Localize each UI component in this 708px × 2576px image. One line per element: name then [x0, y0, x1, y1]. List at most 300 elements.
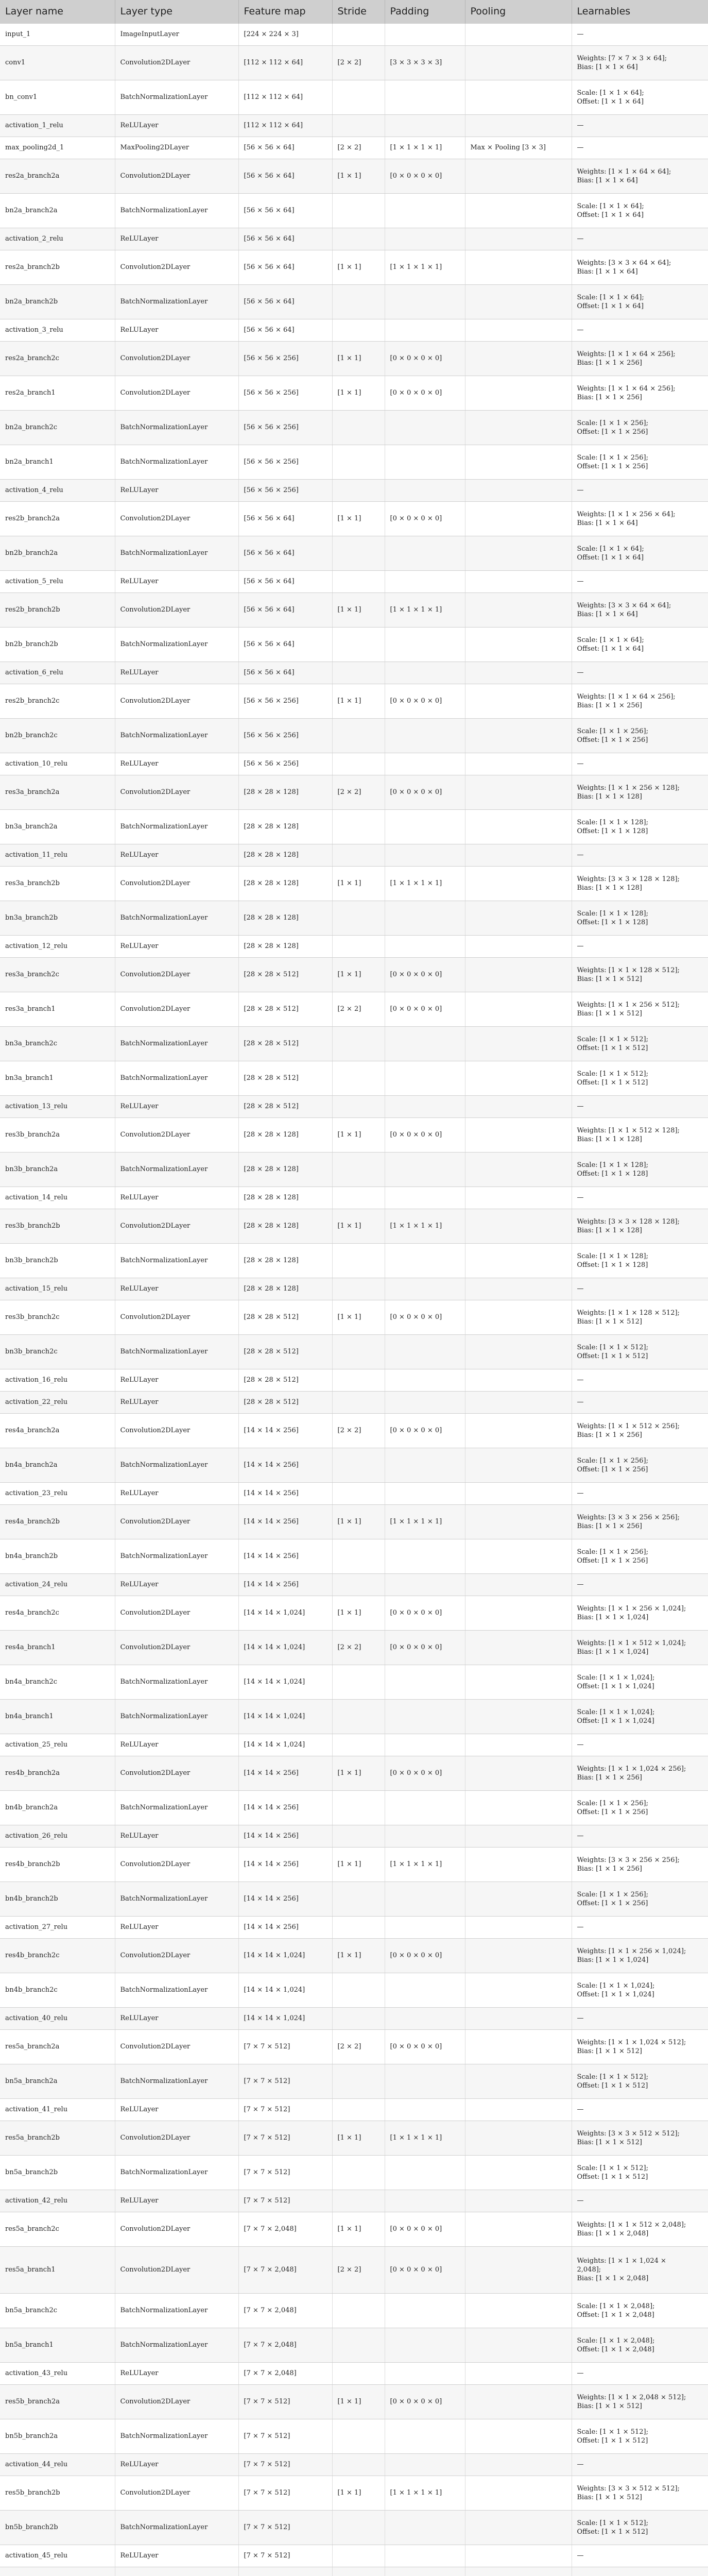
table-row	[0, 501, 708, 536]
stride-cell	[332, 753, 385, 775]
feature-map-cell: [28 × 28 × 128]	[238, 866, 332, 901]
layer-name-cell: res2a_branch2b	[0, 250, 115, 284]
layer-type-cell: ReLULayer	[115, 1278, 238, 1300]
learnables-cell: Weights: [1 × 1 × 256 × 1,024]; Bias: [1 × 1 × 1,024]	[572, 1938, 708, 1973]
stride-cell	[332, 2510, 385, 2545]
feature-map-cell: [7 × 7 × 512]	[238, 2064, 332, 2098]
table-row	[0, 2453, 708, 2476]
table-row	[0, 445, 708, 479]
layer-name-cell: res5a_branch2c	[0, 2212, 115, 2246]
layer-name-cell: bn4a_branch2c	[0, 1665, 115, 1699]
stride-cell: [1 × 1]	[332, 501, 385, 536]
layer-name-cell: activation_26_relu	[0, 1825, 115, 1847]
pooling-cell	[465, 2121, 572, 2155]
padding-cell	[385, 228, 465, 250]
stride-cell	[332, 2155, 385, 2190]
pooling-cell	[465, 2384, 572, 2419]
table-row	[0, 1209, 708, 1243]
learnables-cell: Scale: [1 × 1 × 512]; Offset: [1 × 1 × 512]	[572, 1026, 708, 1061]
layer-type-cell: BatchNormalizationLayer	[115, 2064, 238, 2098]
padding-cell	[385, 1573, 465, 1596]
column-header-stride: Stride	[332, 0, 385, 23]
feature-map-cell: [14 × 14 × 1,024]	[238, 1938, 332, 1973]
layer-name-cell: res2b_branch2a	[0, 501, 115, 536]
layer-name-cell: activation_1_relu	[0, 114, 115, 137]
padding-cell	[385, 2362, 465, 2384]
learnables-cell: Scale: [1 × 1 × 512]; Offset: [1 × 1 × 512]	[572, 2419, 708, 2453]
padding-cell	[385, 479, 465, 501]
layer-name-cell: res2a_branch2a	[0, 159, 115, 193]
table-row	[0, 809, 708, 844]
layer-type-cell: ReLULayer	[115, 570, 238, 592]
layer-type-cell: BatchNormalizationLayer	[115, 1026, 238, 1061]
padding-cell	[385, 1061, 465, 1095]
layer-name-cell: activation_42_relu	[0, 2190, 115, 2212]
table-row	[0, 957, 708, 992]
padding-cell	[385, 284, 465, 319]
padding-cell: [0 × 0 × 0 × 0]	[385, 2212, 465, 2246]
padding-cell	[385, 662, 465, 684]
layer-type-cell: ReLULayer	[115, 114, 238, 137]
layer-type-cell: ReLULayer	[115, 1573, 238, 1596]
feature-map-cell: [56 × 56 × 64]	[238, 137, 332, 159]
layer-type-cell: Convolution2DLayer	[115, 1756, 238, 1790]
feature-map-cell: [56 × 56 × 64]	[238, 627, 332, 662]
padding-cell	[385, 1539, 465, 1573]
feature-map-cell: [56 × 56 × 64]	[238, 536, 332, 570]
feature-map-cell: [14 × 14 × 1,024]	[238, 1630, 332, 1665]
table-row	[0, 137, 708, 159]
stride-cell: [2 × 2]	[332, 2029, 385, 2064]
learnables-cell: Weights: [1 × 1 × 64 × 256]; Bias: [1 × 1 × 256]	[572, 341, 708, 376]
learnables-cell: —	[572, 2545, 708, 2567]
feature-map-cell: [28 × 28 × 512]	[238, 1095, 332, 1117]
pooling-cell	[465, 1448, 572, 1482]
table-row	[0, 1596, 708, 1630]
feature-map-cell: [14 × 14 × 256]	[238, 1756, 332, 1790]
learnables-cell: —	[572, 2362, 708, 2384]
feature-map-cell: [14 × 14 × 256]	[238, 1482, 332, 1504]
table-row	[0, 45, 708, 80]
stride-cell: [1 × 1]	[332, 1504, 385, 1539]
padding-cell: [0 × 0 × 0 × 0]	[385, 992, 465, 1026]
feature-map-cell: [112 × 112 × 64]	[238, 45, 332, 80]
learnables-cell: Scale: [1 × 1 × 1,024]; Offset: [1 × 1 × 1,024]	[572, 1699, 708, 1734]
stride-cell	[332, 410, 385, 445]
pooling-cell	[465, 2545, 572, 2567]
table-row	[0, 1278, 708, 1300]
layer-type-cell: Convolution2DLayer	[115, 1300, 238, 1334]
stride-cell	[332, 284, 385, 319]
pooling-cell	[465, 2155, 572, 2190]
padding-cell: [1 × 1 × 1 × 1]	[385, 250, 465, 284]
feature-map-cell: [28 × 28 × 128]	[238, 809, 332, 844]
table-row	[0, 2155, 708, 2190]
layer-type-cell: Convolution2DLayer	[115, 159, 238, 193]
layer-type-cell: ReLULayer	[115, 1187, 238, 1209]
learnables-cell: —	[572, 935, 708, 957]
feature-map-cell: [28 × 28 × 128]	[238, 1209, 332, 1243]
padding-cell: [0 × 0 × 0 × 0]	[385, 684, 465, 718]
layer-type-cell: Convolution2DLayer	[115, 2212, 238, 2246]
layer-type-cell: BatchNormalizationLayer	[115, 284, 238, 319]
padding-cell: [0 × 0 × 0 × 0]	[385, 1756, 465, 1790]
layer-type-cell: BatchNormalizationLayer	[115, 1152, 238, 1187]
learnables-cell: Weights: [1 × 1 × 512 × 256]; Bias: [1 × 1 × 256]	[572, 1413, 708, 1448]
table-row	[0, 2328, 708, 2362]
learnables-cell: Scale: [1 × 1 × 64]; Offset: [1 × 1 × 64]	[572, 627, 708, 662]
learnables-cell: Scale: [1 × 1 × 256]; Offset: [1 × 1 × 256]	[572, 1448, 708, 1482]
layer-type-cell: Convolution2DLayer	[115, 2246, 238, 2293]
layer-name-cell: bn4b_branch2c	[0, 1973, 115, 2007]
layer-type-cell: Convolution2DLayer	[115, 1413, 238, 1448]
stride-cell: [1 × 1]	[332, 684, 385, 718]
table-row	[0, 1152, 708, 1187]
layer-type-cell: Convolution2DLayer	[115, 866, 238, 901]
stride-cell	[332, 479, 385, 501]
learnables-cell: Scale: [1 × 1 × 128]; Offset: [1 × 1 × 128]	[572, 809, 708, 844]
learnables-cell: —	[572, 2098, 708, 2121]
feature-map-cell: [28 × 28 × 512]	[238, 1300, 332, 1334]
layer-type-cell: BatchNormalizationLayer	[115, 1665, 238, 1699]
pooling-cell	[465, 1734, 572, 1756]
feature-map-cell: [7 × 7 × 512]	[238, 2121, 332, 2155]
table-row	[0, 536, 708, 570]
pooling-cell	[465, 445, 572, 479]
learnables-cell: Scale: [1 × 1 × 512]; Offset: [1 × 1 × 512]	[572, 1061, 708, 1095]
padding-cell: [1 × 1 × 1 × 1]	[385, 866, 465, 901]
table-row	[0, 2419, 708, 2453]
learnables-cell: Weights: [3 × 3 × 256 × 256]; Bias: [1 × 1 × 256]	[572, 1504, 708, 1539]
padding-cell	[385, 1482, 465, 1504]
learnables-cell: Scale: [1 × 1 × 128]; Offset: [1 × 1 × 128]	[572, 901, 708, 935]
pooling-cell	[465, 935, 572, 957]
pooling-cell	[465, 1334, 572, 1369]
feature-map-cell: [7 × 7 × 512]	[238, 2384, 332, 2419]
pooling-cell	[465, 1539, 572, 1573]
layer-name-cell: bn3b_branch2b	[0, 1243, 115, 1278]
pooling-cell	[465, 536, 572, 570]
pooling-cell	[465, 570, 572, 592]
padding-cell	[385, 2419, 465, 2453]
pooling-cell	[465, 2328, 572, 2362]
feature-map-cell: [14 × 14 × 256]	[238, 1882, 332, 1916]
learnables-cell: —	[572, 1916, 708, 1938]
pooling-cell	[465, 1061, 572, 1095]
stride-cell	[332, 1699, 385, 1734]
learnables-cell: Scale: [1 × 1 × 64]; Offset: [1 × 1 × 64]	[572, 536, 708, 570]
layer-name-cell: res2a_branch2c	[0, 341, 115, 376]
stride-cell	[332, 2190, 385, 2212]
learnables-cell: Scale: [1 × 1 × 1,024]; Offset: [1 × 1 × 1,024]	[572, 1973, 708, 2007]
feature-map-cell: [28 × 28 × 128]	[238, 935, 332, 957]
stride-cell	[332, 228, 385, 250]
pooling-cell	[465, 1413, 572, 1448]
layer-name-cell: activation_15_relu	[0, 1278, 115, 1300]
pooling-cell	[465, 1187, 572, 1209]
feature-map-cell: [56 × 56 × 64]	[238, 570, 332, 592]
padding-cell	[385, 1391, 465, 1413]
stride-cell	[332, 1916, 385, 1938]
pooling-cell	[465, 1391, 572, 1413]
padding-cell	[385, 627, 465, 662]
padding-cell	[385, 319, 465, 341]
layer-name-cell: bn5a_branch2c	[0, 2293, 115, 2328]
table-row	[0, 1187, 708, 1209]
learnables-cell: Weights: [7 × 7 × 3 × 64]; Bias: [1 × 1 × 64]	[572, 45, 708, 80]
table-row	[0, 901, 708, 935]
feature-map-cell: [28 × 28 × 512]	[238, 1061, 332, 1095]
pooling-cell	[465, 2476, 572, 2510]
stride-cell: [1 × 1]	[332, 2212, 385, 2246]
stride-cell	[332, 2098, 385, 2121]
table-row	[0, 193, 708, 228]
pooling-cell	[465, 844, 572, 866]
feature-map-cell: [7 × 7 × 2,048]	[238, 2246, 332, 2293]
pooling-cell	[465, 1117, 572, 1152]
pooling-cell	[465, 45, 572, 80]
pooling-cell	[465, 1209, 572, 1243]
layer-type-cell: ReLULayer	[115, 1734, 238, 1756]
feature-map-cell: [14 × 14 × 1,024]	[238, 1734, 332, 1756]
layer-name-cell: res4b_branch2b	[0, 1847, 115, 1882]
stride-cell	[332, 1539, 385, 1573]
table-row	[0, 2007, 708, 2029]
padding-cell	[385, 114, 465, 137]
feature-map-cell: [112 × 112 × 64]	[238, 80, 332, 114]
table-row	[0, 1756, 708, 1790]
table-row	[0, 2293, 708, 2328]
feature-map-cell: [14 × 14 × 256]	[238, 1539, 332, 1573]
padding-cell: [0 × 0 × 0 × 0]	[385, 501, 465, 536]
padding-cell	[385, 2064, 465, 2098]
layer-name-cell: activation_25_relu	[0, 1734, 115, 1756]
pooling-cell	[465, 1300, 572, 1334]
layer-name-cell: input_1	[0, 23, 115, 45]
layer-name-cell: bn4a_branch2b	[0, 1539, 115, 1573]
stride-cell: [1 × 1]	[332, 341, 385, 376]
stride-cell: [1 × 1]	[332, 1300, 385, 1334]
layer-type-cell: ReLULayer	[115, 319, 238, 341]
feature-map-cell: [56 × 56 × 256]	[238, 341, 332, 376]
learnables-cell: Scale: [1 × 1 × 256]; Offset: [1 × 1 × 256]	[572, 1790, 708, 1825]
table-row	[0, 1095, 708, 1117]
pooling-cell	[465, 1916, 572, 1938]
feature-map-cell: [28 × 28 × 128]	[238, 1243, 332, 1278]
learnables-cell: Weights: [1 × 1 × 64 × 64]; Bias: [1 × 1 × 64]	[572, 159, 708, 193]
stride-cell	[332, 1095, 385, 1117]
layer-type-cell: BatchNormalizationLayer	[115, 536, 238, 570]
feature-map-cell: [56 × 56 × 64]	[238, 662, 332, 684]
feature-map-cell: [224 × 224 × 3]	[238, 23, 332, 45]
feature-map-cell: [7 × 7 × 2,048]	[238, 2362, 332, 2384]
learnables-cell: —	[572, 1573, 708, 1596]
layer-name-cell: bn5a_branch2a	[0, 2064, 115, 2098]
stride-cell: [2 × 2]	[332, 137, 385, 159]
learnables-cell: Weights: [1 × 1 × 256 × 64]; Bias: [1 × 1 × 64]	[572, 501, 708, 536]
padding-cell: [0 × 0 × 0 × 0]	[385, 1117, 465, 1152]
layer-type-cell: BatchNormalizationLayer	[115, 1448, 238, 1482]
column-header-layer-type: Layer type	[115, 0, 238, 23]
padding-cell	[385, 1825, 465, 1847]
learnables-cell: —	[572, 228, 708, 250]
learnables-cell: Weights: [1 × 1 × 1,024 × 2,048]; Bias: [1 × 1 × 2,048]	[572, 2246, 708, 2293]
learnables-cell: Weights: [1 × 1 × 512 × 2,048]; Bias: [1 × 1 × 2,048]	[572, 2212, 708, 2246]
pooling-cell	[465, 479, 572, 501]
padding-cell	[385, 2453, 465, 2476]
feature-map-cell: [56 × 56 × 64]	[238, 250, 332, 284]
layer-type-cell: ReLULayer	[115, 2190, 238, 2212]
layer-type-cell: ReLULayer	[115, 2098, 238, 2121]
feature-map-cell: [7 × 7 × 512]	[238, 2098, 332, 2121]
padding-cell: [0 × 0 × 0 × 0]	[385, 2384, 465, 2419]
stride-cell	[332, 1026, 385, 1061]
learnables-cell: Weights: [3 × 3 × 512 × 512]; Bias: [1 × 1 × 512]	[572, 2121, 708, 2155]
layer-type-cell: Convolution2DLayer	[115, 341, 238, 376]
layer-name-cell: activation_24_relu	[0, 1573, 115, 1596]
table-row	[0, 1882, 708, 1916]
stride-cell: [1 × 1]	[332, 1847, 385, 1882]
padding-cell	[385, 2007, 465, 2029]
layer-name-cell: bn3a_branch2c	[0, 1026, 115, 1061]
pooling-cell	[465, 1882, 572, 1916]
pooling-cell	[465, 114, 572, 137]
learnables-cell: Scale: [1 × 1 × 1,024]; Offset: [1 × 1 × 1,024]	[572, 1665, 708, 1699]
pooling-cell	[465, 1152, 572, 1187]
pooling-cell	[465, 866, 572, 901]
layer-name-cell: res5b_branch2a	[0, 2384, 115, 2419]
feature-map-cell: [56 × 56 × 64]	[238, 228, 332, 250]
table-row	[0, 341, 708, 376]
padding-cell: [0 × 0 × 0 × 0]	[385, 159, 465, 193]
stride-cell	[332, 2007, 385, 2029]
padding-cell	[385, 445, 465, 479]
pooling-cell	[465, 718, 572, 753]
layer-type-cell: BatchNormalizationLayer	[115, 2419, 238, 2453]
table-row	[0, 2384, 708, 2419]
padding-cell: [1 × 1 × 1 × 1]	[385, 1209, 465, 1243]
stride-cell: [2 × 2]	[332, 1413, 385, 1448]
pooling-cell	[465, 1095, 572, 1117]
layer-name-cell: bn3a_branch1	[0, 1061, 115, 1095]
pooling-cell	[465, 1026, 572, 1061]
feature-map-cell: [28 × 28 × 512]	[238, 992, 332, 1026]
table-row	[0, 844, 708, 866]
table-row	[0, 1573, 708, 1596]
learnables-cell: Scale: [1 × 1 × 512]; Offset: [1 × 1 × 512]	[572, 1334, 708, 1369]
stride-cell	[332, 1734, 385, 1756]
layer-name-cell: res4a_branch1	[0, 1630, 115, 1665]
table-row	[0, 2064, 708, 2098]
learnables-cell: Scale: [1 × 1 × 256]; Offset: [1 × 1 × 256]	[572, 445, 708, 479]
pooling-cell	[465, 2007, 572, 2029]
stride-cell	[332, 319, 385, 341]
padding-cell	[385, 901, 465, 935]
padding-cell	[385, 1973, 465, 2007]
learnables-cell: —	[572, 319, 708, 341]
padding-cell	[385, 80, 465, 114]
feature-map-cell: [56 × 56 × 64]	[238, 193, 332, 228]
layer-type-cell: BatchNormalizationLayer	[115, 1699, 238, 1734]
layer-type-cell: BatchNormalizationLayer	[115, 1061, 238, 1095]
layer-name-cell: bn5b_branch2a	[0, 2419, 115, 2453]
stride-cell: [1 × 1]	[332, 1938, 385, 1973]
layer-type-cell: ReLULayer	[115, 1482, 238, 1504]
feature-map-cell: [14 × 14 × 256]	[238, 1504, 332, 1539]
stride-cell: [1 × 1]	[332, 1209, 385, 1243]
table-row	[0, 1369, 708, 1391]
pooling-cell	[465, 1243, 572, 1278]
pooling-cell	[465, 1504, 572, 1539]
layer-type-cell: BatchNormalizationLayer	[115, 2155, 238, 2190]
pooling-cell	[465, 2567, 572, 2576]
padding-cell	[385, 809, 465, 844]
pooling-cell	[465, 2510, 572, 2545]
learnables-cell: —	[572, 479, 708, 501]
table-row	[0, 376, 708, 410]
table-row	[0, 2567, 708, 2576]
layer-name-cell: res3a_branch2a	[0, 775, 115, 809]
learnables-cell: —	[572, 1825, 708, 1847]
pooling-cell	[465, 1790, 572, 1825]
layer-type-cell: BatchNormalizationLayer	[115, 1882, 238, 1916]
table-row	[0, 2212, 708, 2246]
learnables-cell: Scale: [1 × 1 × 256]; Offset: [1 × 1 × 256]	[572, 410, 708, 445]
pooling-cell: Max × Pooling [3 × 3]	[465, 137, 572, 159]
feature-map-cell: [14 × 14 × 256]	[238, 1413, 332, 1448]
feature-map-cell: [56 × 56 × 64]	[238, 501, 332, 536]
feature-map-cell: [14 × 14 × 1,024]	[238, 2007, 332, 2029]
padding-cell	[385, 1243, 465, 1278]
table-row	[0, 2362, 708, 2384]
table-row	[0, 80, 708, 114]
table-row	[0, 684, 708, 718]
table-row	[0, 2476, 708, 2510]
stride-cell: [1 × 1]	[332, 1756, 385, 1790]
learnables-cell: Scale: [1 × 1 × 256]; Offset: [1 × 1 × 256]	[572, 1882, 708, 1916]
layer-type-cell: BatchNormalizationLayer	[115, 2328, 238, 2362]
table-row	[0, 1300, 708, 1334]
learnables-cell: —	[572, 1391, 708, 1413]
table-row	[0, 570, 708, 592]
table-row	[0, 992, 708, 1026]
learnables-cell: Scale: [1 × 1 × 128]; Offset: [1 × 1 × 128]	[572, 1243, 708, 1278]
padding-cell	[385, 1699, 465, 1734]
padding-cell	[385, 2328, 465, 2362]
learnables-cell: —	[572, 2007, 708, 2029]
layer-type-cell: Convolution2DLayer	[115, 1938, 238, 1973]
stride-cell	[332, 901, 385, 935]
learnables-cell: —	[572, 1482, 708, 1504]
feature-map-cell: [56 × 56 × 64]	[238, 592, 332, 627]
padding-cell	[385, 1882, 465, 1916]
learnables-cell: Weights: [1 × 1 × 512 × 128]; Bias: [1 × 1 × 128]	[572, 1117, 708, 1152]
pooling-cell	[465, 957, 572, 992]
layer-type-cell: Convolution2DLayer	[115, 2121, 238, 2155]
stride-cell	[332, 809, 385, 844]
pooling-cell	[465, 376, 572, 410]
layer-name-cell: res4a_branch2a	[0, 1413, 115, 1448]
feature-map-cell	[238, 2567, 332, 2576]
learnables-cell: —	[572, 1278, 708, 1300]
layer-name-cell: activation_3_relu	[0, 319, 115, 341]
pooling-cell	[465, 2098, 572, 2121]
pooling-cell	[465, 1369, 572, 1391]
feature-map-cell: [28 × 28 × 128]	[238, 1187, 332, 1209]
stride-cell	[332, 2419, 385, 2453]
table-row	[0, 228, 708, 250]
learnables-cell: —	[572, 1734, 708, 1756]
